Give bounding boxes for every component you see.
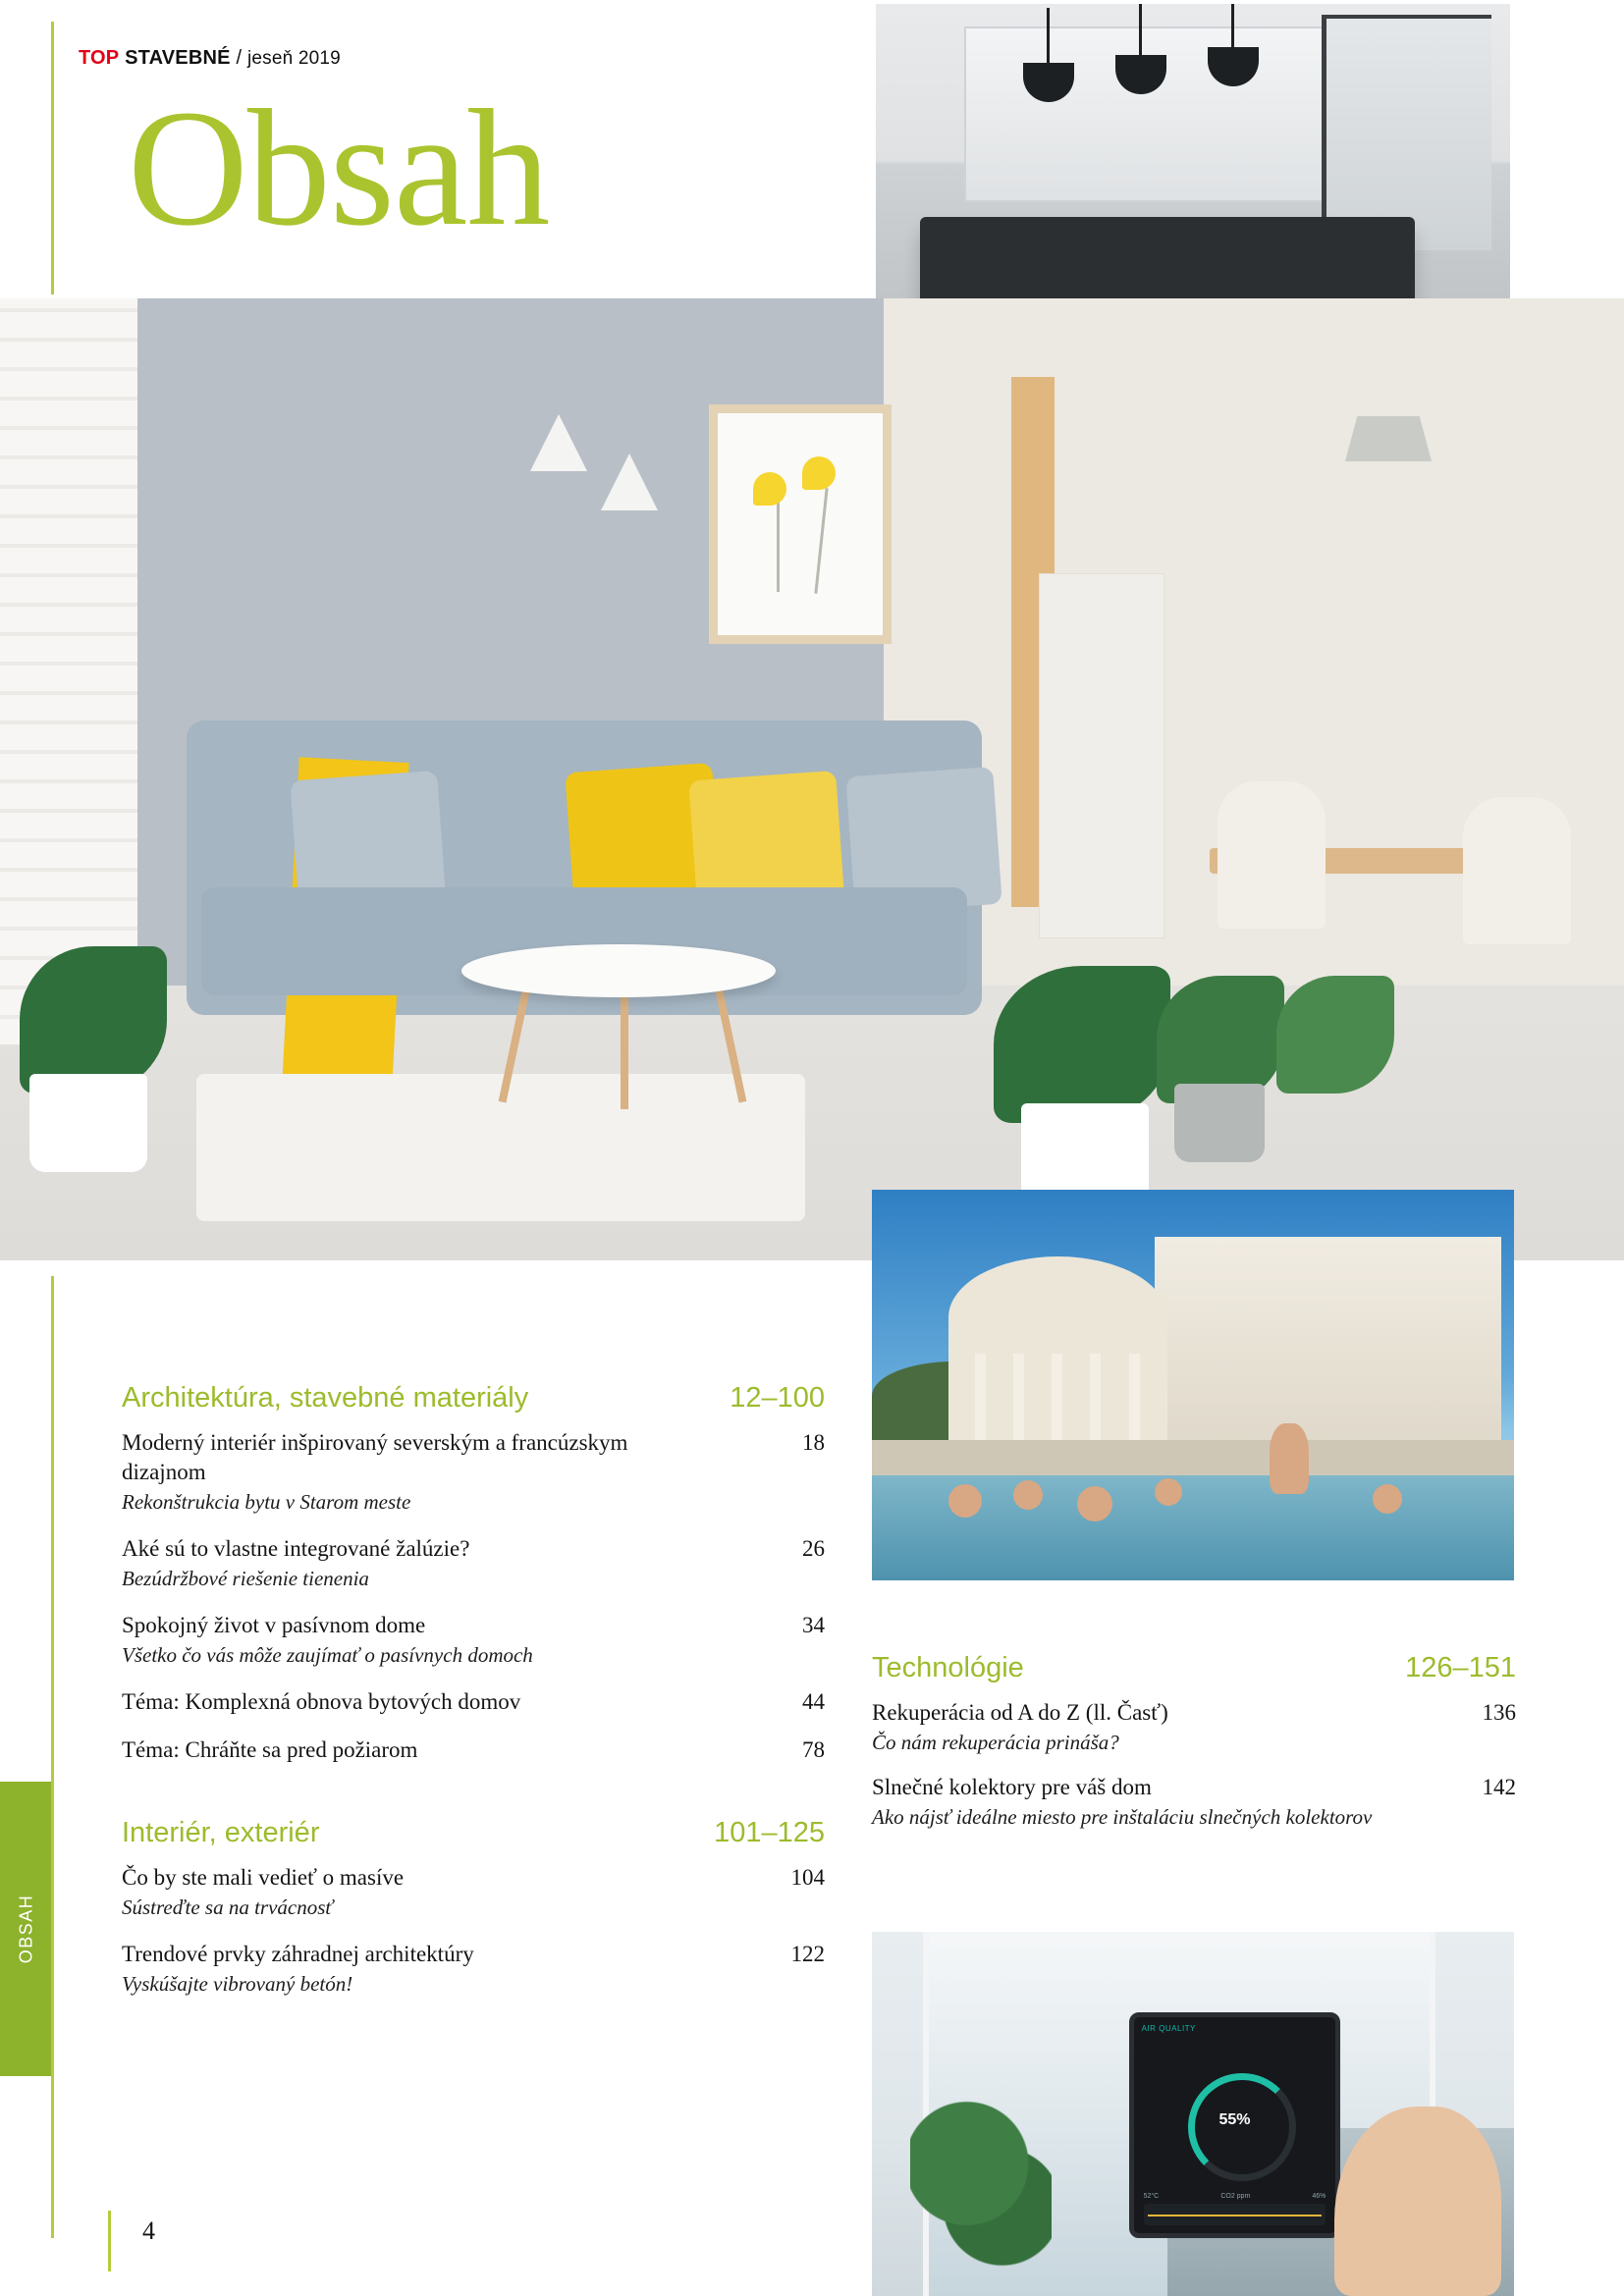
toc-section-title: Architektúra, stavebné materiály <box>122 1382 529 1414</box>
toc-accent-rule <box>51 1276 54 2238</box>
toc-entry-subtitle: Ako nájsť ideálne miesto pre inštaláciu slnečných kolektorov <box>872 1805 1373 1829</box>
flower-stem <box>814 488 828 594</box>
header-accent-rule <box>51 22 54 294</box>
tablet-trend-graph <box>1144 2204 1326 2225</box>
toc-section-pages: 12–100 <box>730 1382 825 1414</box>
house-plant <box>994 966 1170 1123</box>
yellow-flower-icon <box>802 456 836 490</box>
toc-section-spacer <box>122 1784 825 1817</box>
toc-entry[interactable] <box>122 1940 825 1998</box>
toc-entry[interactable] <box>122 1611 825 1669</box>
toc-entry-title: Téma: Chráňte sa pred požiarom <box>122 1737 418 1762</box>
toc-entry-subtitle: Sústreďte sa na trvácnosť <box>122 1896 334 1919</box>
toc-entry-title: Čo by ste mali vedieť o masíve <box>122 1865 405 1890</box>
house-plant <box>910 2085 1052 2281</box>
toc-section-pages: 126–151 <box>1405 1652 1516 1683</box>
kicker-slash: / <box>236 47 243 69</box>
tablet-stat-humidity: 46% <box>1312 2192 1326 2200</box>
toc-entry-page: 136 <box>1482 1700 1516 1725</box>
toc-entry[interactable] <box>122 1735 825 1765</box>
toc-entry[interactable] <box>872 1773 1516 1831</box>
tablet-stat-temp: 52°C <box>1143 2192 1160 2200</box>
thermal-spa-photo <box>872 1190 1514 1580</box>
table-leg <box>621 991 628 1109</box>
section-side-tab <box>0 1782 53 2076</box>
smart-home-photo <box>872 1932 1514 2296</box>
toc-entry[interactable] <box>122 1534 825 1592</box>
framed-artwork <box>709 404 892 644</box>
toc-entry-title: Téma: Komplexná obnova bytových domov <box>122 1689 521 1714</box>
toc-section-pages: 101–125 <box>714 1817 825 1848</box>
tablet-stat-co2: CO2 ppm <box>1220 2192 1251 2200</box>
toc-section-header <box>122 1382 825 1415</box>
toc-entry-title: Slnečné kolektory pre váš dom <box>872 1775 1152 1799</box>
toc-entry[interactable] <box>872 1698 1516 1756</box>
toc-entry-page: 78 <box>802 1737 825 1762</box>
toc-section-title: Interiér, exteriér <box>122 1817 320 1848</box>
toc-entry-page: 142 <box>1482 1775 1516 1799</box>
tablet-stats-row <box>1144 2193 1326 2200</box>
toc-left-column <box>122 1382 825 2016</box>
spa-sunbather <box>1270 1423 1309 1494</box>
toc-section-title: Technológie <box>872 1652 1024 1683</box>
tablet-app-header: AIR QUALITY <box>1141 2023 1196 2033</box>
toc-section-interier <box>122 1817 825 1998</box>
office-window <box>964 27 1324 202</box>
pendant-lamp-icon <box>1345 416 1432 461</box>
toc-section-technologie <box>872 1652 1516 1831</box>
office-glass-partition <box>1322 15 1491 250</box>
plant-pot <box>29 1074 147 1172</box>
toc-entry[interactable] <box>122 1863 825 1921</box>
plant-pot <box>1174 1084 1265 1162</box>
flower-stem <box>777 502 780 592</box>
folio-rule <box>108 2211 111 2271</box>
spa-building <box>1155 1237 1501 1464</box>
toc-entry-page: 34 <box>802 1613 825 1637</box>
air-quality-percent: 55% <box>1218 2111 1251 2129</box>
toc-section-header <box>872 1652 1516 1684</box>
toc-entry-title: Trendové prvky záhradnej architektúry <box>122 1942 474 1966</box>
toc-section-architektura <box>122 1382 825 1765</box>
magazine-kicker <box>79 47 341 70</box>
toc-section-header <box>122 1817 825 1849</box>
round-coffee-table <box>461 944 776 997</box>
section-side-tab-label: OBSAH <box>16 1894 36 1964</box>
toc-entry-title: Aké sú to vlastne integrované žalúzie? <box>122 1536 470 1561</box>
house-plant <box>1276 976 1394 1094</box>
toc-entry-page: 122 <box>790 1942 825 1966</box>
toc-entry[interactable] <box>122 1687 825 1717</box>
toc-entry-subtitle: Rekonštrukcia bytu v Starom meste <box>122 1490 411 1514</box>
kicker-stavebne: STAVEBNÉ <box>125 47 231 69</box>
dining-chair <box>1463 797 1571 944</box>
shelf-unit <box>1039 573 1164 938</box>
yellow-flower-icon <box>753 472 786 506</box>
toc-entry-page: 44 <box>802 1689 825 1714</box>
tablet-device[interactable] <box>1129 2012 1341 2238</box>
toc-entry-page: 18 <box>802 1430 825 1455</box>
spa-bather <box>1155 1478 1182 1506</box>
toc-right-column <box>872 1652 1516 1847</box>
toc-entry-subtitle: Bezúdržbové riešenie tienenia <box>122 1567 369 1590</box>
white-brick-wall <box>0 298 137 1044</box>
toc-entry-subtitle: Všetko čo vás môže zaujímať o pasívnych domoch <box>122 1643 533 1667</box>
toc-entry-page: 26 <box>802 1536 825 1561</box>
kicker-issue: jeseň 2019 <box>246 48 341 69</box>
dining-chair <box>1218 781 1326 929</box>
toc-entry-title: Spokojný život v pasívnom dome <box>122 1613 426 1637</box>
toc-entry-subtitle: Čo nám rekuperácia prináša? <box>872 1731 1119 1754</box>
page-number: 4 <box>142 2216 155 2245</box>
toc-entry-title: Moderný interiér inšpirovaný severským a francúzskym dizajnom <box>122 1430 628 1484</box>
toc-entry-title: Rekuperácia od A do Z (ll. Časť) <box>872 1700 1168 1725</box>
toc-entry[interactable] <box>122 1428 825 1516</box>
kicker-top: TOP <box>79 47 120 69</box>
living-room-photo <box>0 298 1624 1260</box>
toc-entry-page: 104 <box>790 1865 825 1890</box>
page-title: Obsah <box>128 76 550 260</box>
toc-entry-subtitle: Vyskúšajte vibrovaný betón! <box>122 1972 353 1996</box>
house-plant <box>20 946 167 1094</box>
spa-pool-deck <box>872 1440 1514 1475</box>
